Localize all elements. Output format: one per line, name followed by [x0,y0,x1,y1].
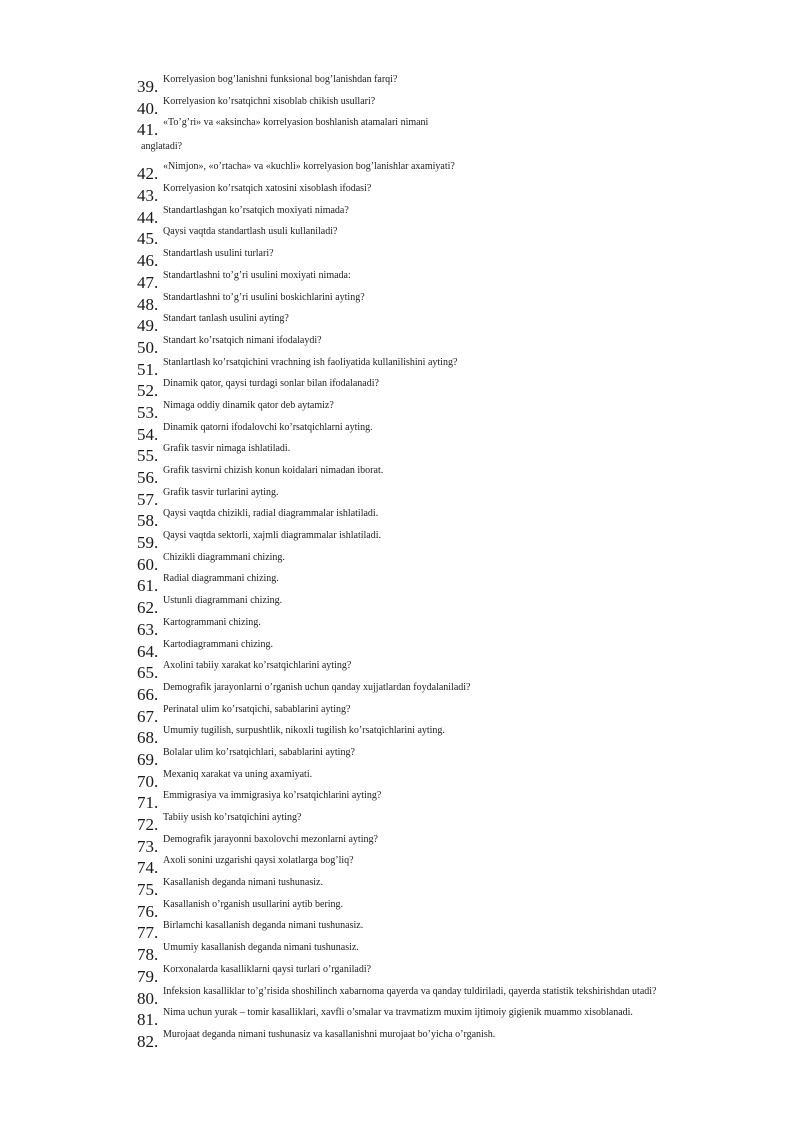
question-text: Kartogrammani chizing. [163,616,261,628]
question-text: «Nimjon», «o’rtacha» va «kuchli» korrelyasion bog’lanishlar axamiyati? [163,161,455,173]
question-text: Nima uchun yurak – tomir kasalliklari, xavfli o’smalar va travmatizm muxim ijtimoiy gigienik muammo xisoblanadi. [163,1007,633,1019]
question-item [137,595,777,617]
question-number: 57. [137,489,159,509]
question-text: Stanlartlash ko’rsatqichini vrachning ish faoliyatida kullanilishini ayting? [163,356,458,368]
question-number: 52. [137,381,159,401]
question-item [137,855,777,877]
question-item [137,422,777,444]
question-item [137,400,777,422]
question-item [137,877,777,899]
question-number: 51. [137,359,159,379]
question-item [137,790,777,812]
question-item [137,508,777,530]
question-number: 46. [137,251,159,271]
question-text: Standartlash usulini turlari? [163,248,274,260]
question-item [137,920,777,942]
question-text: Dinamik qator, qaysi turdagi sonlar bilan ifodalanadi? [163,378,379,390]
question-text: Korrelyasion ko’rsatqich xatosini xisoblash ifodasi? [163,183,372,195]
question-text: Demografik jarayonlarni o’rganish uchun qanday xujjatlardan foydalaniladi? [163,681,471,693]
question-text: Bolalar ulim ko’rsatqichlari, sabablarini ayting? [163,746,355,758]
question-text: Radial diagrammani chizing. [163,573,279,585]
question-item [137,487,777,509]
question-number: 53. [137,402,159,422]
question-number: 80. [137,988,159,1008]
question-number: 67. [137,706,159,726]
question-text: Perinatal ulim ko’rsatqichi, sabablarini ayting? [163,703,351,715]
question-item [137,834,777,856]
question-text: Korxonalarda kasalliklarni qaysi turlari o’rganiladi? [163,963,372,975]
question-text: Nimaga oddiy dinamik qator deb aytamiz? [163,399,334,411]
question-text: Qaysi vaqtda standartlash usuli kullaniladi? [163,226,338,238]
question-item [137,899,777,921]
question-text: Axolini tabiiy xarakat ko’rsatqichlarini ayting? [163,660,352,672]
question-number: 78. [137,945,159,965]
question-number: 71. [137,793,159,813]
question-number: 56. [137,468,159,487]
question-item [137,617,777,639]
question-text: Infeksion kasalliklar to’g’risida shoshilinch xabarnoma qayerda va qanday tuldiriladi, qayerda statistik tekshirishdan utadi? [163,985,657,997]
question-text: Umumiy tugilish, surpushtlik, nikoxli tugilish ko’rsatqichlarini ayting. [163,725,445,737]
question-text: Standartlashni to’g’ri usulini moxiyati nimada: [163,269,351,281]
question-list [137,74,777,1051]
question-text: Demografik jarayonni baxolovchi mezonlarni ayting? [163,833,378,845]
question-text: Dinamik qatorni ifodalovchi ko’rsatqichlarni ayting. [163,421,373,433]
question-number: 47. [137,272,159,292]
question-text: Standart ko’rsatqich nimani ifodalaydi? [163,334,322,346]
question-item [137,443,777,465]
question-text: Korrelyasion bog’lanishni funksional bog’lanishdan farqi? [163,74,398,85]
question-text: Grafik tasvir turlarini ayting. [163,486,279,498]
question-text: Qaysi vaqtda chizikli, radial diagrammalar ishlatiladi. [163,508,379,520]
question-number: 58. [137,511,159,531]
question-text: Ustunli diagrammani chizing. [163,595,283,607]
question-number: 59. [137,533,159,553]
question-number: 48. [137,294,159,314]
question-number: 74. [137,858,159,878]
question-item [137,660,777,682]
question-number: 65. [137,663,159,683]
question-number: 72. [137,815,159,834]
question-item [137,942,777,964]
question-text: Standartlashni to’g’ri usulini boskichlarini ayting? [163,291,365,303]
question-number: 42. [137,164,159,184]
question-number: 49. [137,316,159,336]
question-text: Mexaniq xarakat va uning axamiyati. [163,768,313,780]
question-item [137,986,777,1008]
question-text: Kartodiagrammani chizing. [163,638,273,650]
question-item [137,313,777,335]
question-number: 82. [137,1031,159,1051]
question-item [137,769,777,791]
question-number: 75. [137,880,159,900]
question-number: 50. [137,337,159,357]
question-number: 43. [137,186,159,206]
question-text: Korrelyasion ko’rsatqichni xisoblab chikish usullari? [163,95,376,107]
question-text: Kasallanish o’rganish usullarini aytib bering. [163,898,344,910]
question-number: 60. [137,554,159,574]
question-item [137,639,777,661]
question-text: Grafik tasvir nimaga ishlatiladi. [163,443,291,455]
question-item [137,96,777,118]
question-item [137,704,777,726]
question-text: Murojaat deganda nimani tushunasiz va kasallanishni murojaat bo’yicha o’rganish. [163,1028,496,1040]
question-item [137,378,777,400]
question-number: 70. [137,771,159,791]
question-item [137,812,777,834]
question-item [137,1007,777,1029]
question-text: «To’g’ri» va «aksincha» korrelyasion boshlanish atamalari nimani [163,117,429,129]
question-text: Standart tanlash usulini ayting? [163,313,289,325]
question-number: 68. [137,728,159,748]
question-item [137,226,777,248]
question-text: Kasallanish deganda nimani tushunasiz. [163,877,323,889]
question-number: 62. [137,598,159,618]
question-number: 79. [137,966,159,986]
question-text: Birlamchi kasallanish deganda nimani tushunasiz. [163,920,364,932]
question-item [137,357,777,379]
question-item [137,117,777,161]
question-item [137,682,777,704]
question-number: 63. [137,619,159,639]
question-item [137,747,777,769]
question-item [137,964,777,986]
question-item [137,335,777,357]
question-number: 41. [137,120,159,140]
question-item [137,205,777,227]
question-number: 40. [137,98,159,118]
question-item [137,465,777,487]
question-number: 81. [137,1010,159,1030]
question-item [137,183,777,205]
question-number: 45. [137,229,159,249]
question-number: 69. [137,749,159,769]
question-number: 39. [137,77,159,96]
question-number: 55. [137,446,159,466]
question-item [137,292,777,314]
question-item [137,725,777,747]
question-text: Qaysi vaqtda sektorli, xajmli diagrammalar ishlatiladi. [163,530,381,542]
question-text: Emmigrasiya va immigrasiya ko’rsatqichlarini ayting? [163,790,382,802]
question-text-continuation: anglatadi? [141,141,183,153]
question-text: Tabiiy usish ko’rsatqichini ayting? [163,812,302,823]
question-item [137,270,777,292]
question-text: Axoli sonini uzgarishi qaysi xolatlarga bog’liq? [163,855,354,867]
question-item [137,161,777,183]
question-number: 76. [137,901,159,921]
question-item [137,1029,777,1051]
question-number: 66. [137,684,159,704]
question-item [137,530,777,552]
question-item [137,248,777,270]
question-text: Standartlashgan ko’rsatqich moxiyati nimada? [163,204,349,216]
question-text: Chizikli diagrammani chizing. [163,551,285,563]
question-number: 64. [137,641,159,661]
question-item [137,552,777,574]
question-number: 54. [137,424,159,444]
question-item [137,74,777,96]
question-number: 77. [137,923,159,943]
question-number: 44. [137,207,159,227]
question-item [137,573,777,595]
question-text: Grafik tasvirni chizish konun koidalari nimadan iborat. [163,465,384,476]
question-number: 61. [137,576,159,596]
question-number: 73. [137,836,159,856]
question-text: Umumiy kasallanish deganda nimani tushunasiz. [163,942,359,954]
